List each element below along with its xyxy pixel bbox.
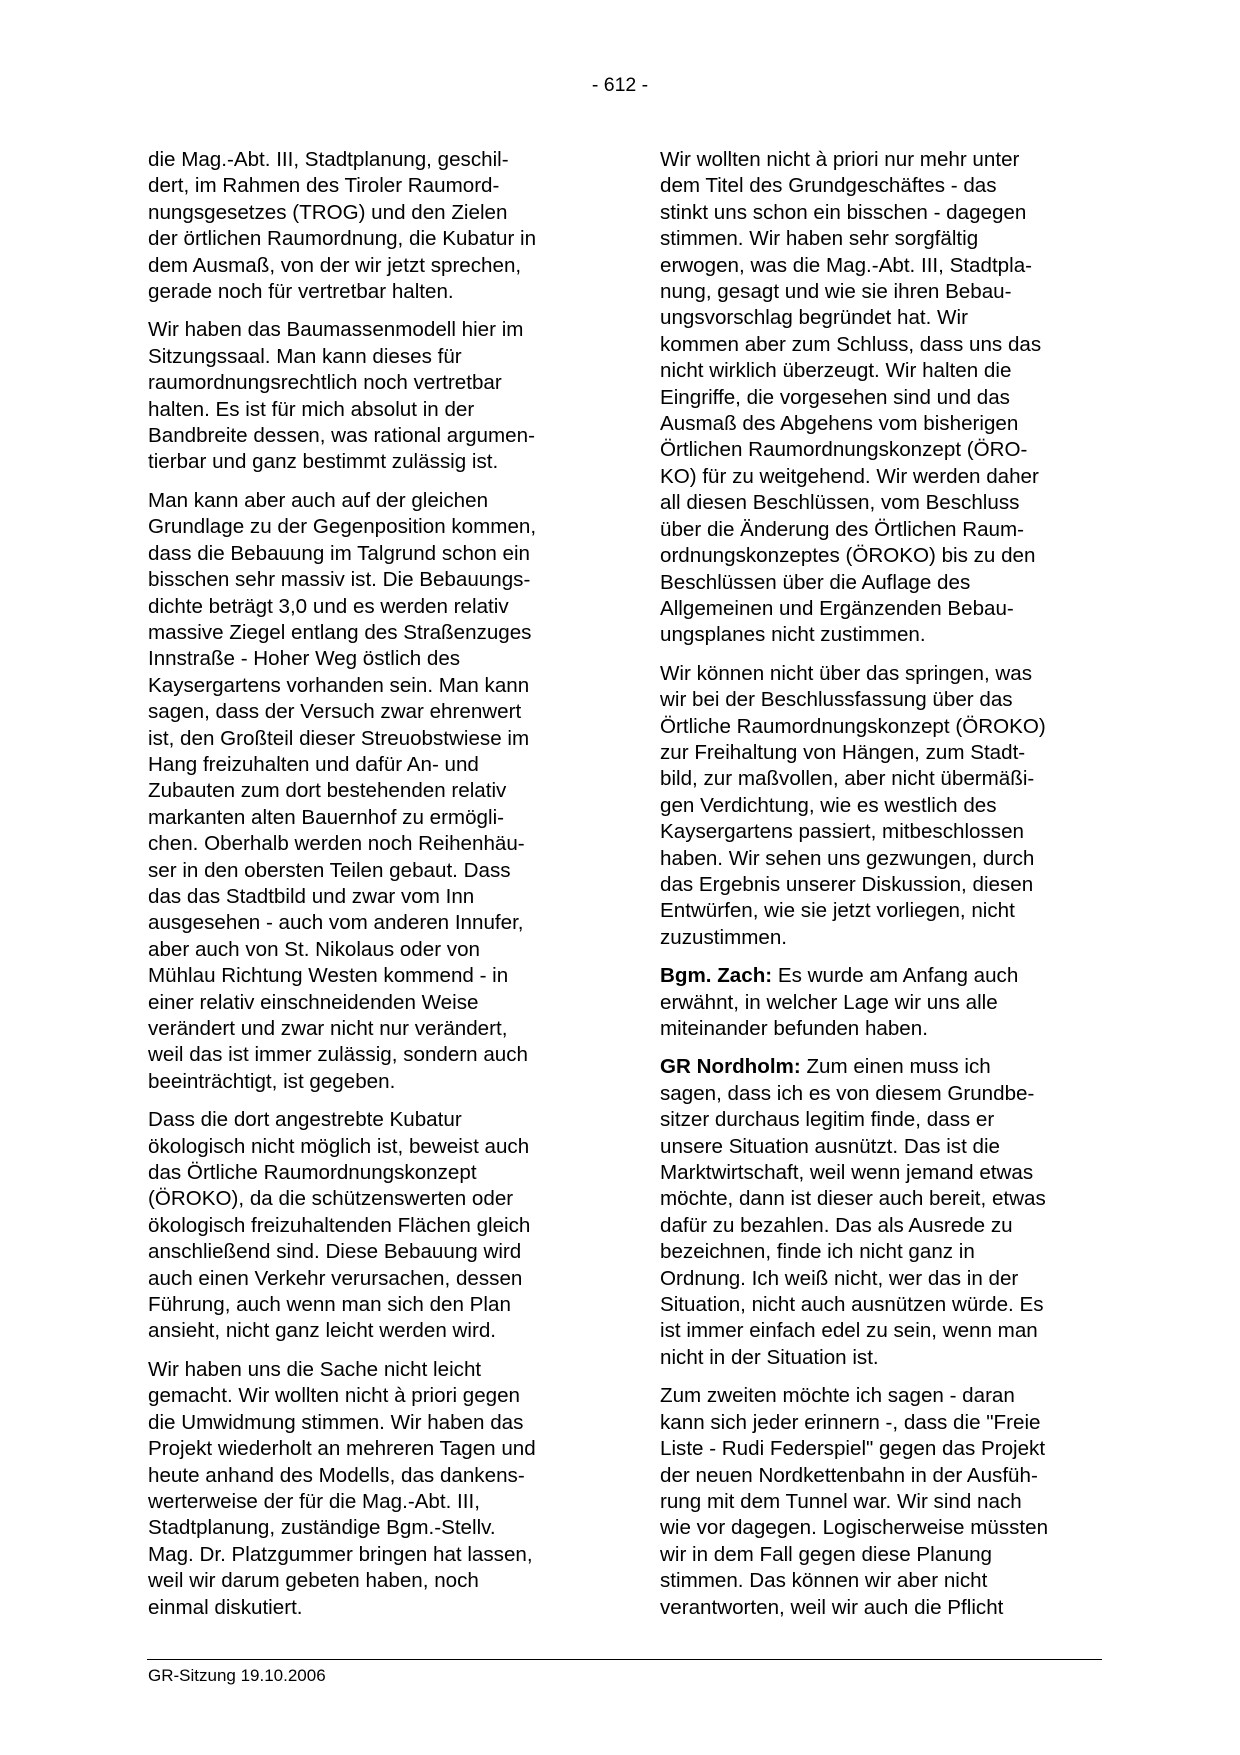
text-line: nungsgesetzes (TROG) und den Zielen bbox=[148, 200, 508, 224]
text-line: stinkt uns schon ein bisschen - dagegen bbox=[660, 200, 1027, 224]
text-line: stimmen. Wir haben sehr sorgfältig bbox=[660, 227, 979, 251]
text-line: das Örtliche Raumordnungskonzept bbox=[148, 1161, 477, 1185]
text-line: die Umwidmung stimmen. Wir haben das bbox=[148, 1410, 524, 1434]
text-line: auch einen Verkehr verursachen, dessen bbox=[148, 1266, 523, 1290]
text-line: halten. Es ist für mich absolut in der bbox=[148, 397, 475, 421]
text-line: Örtliche Raumordnungskonzept (ÖROKO) bbox=[660, 714, 1046, 738]
text-line: chen. Oberhalb werden noch Reihenhäu- bbox=[148, 832, 525, 856]
text-line: kann sich jeder erinnern -, dass die "Freie bbox=[660, 1410, 1041, 1434]
text-line: über die Änderung des Örtlichen Raum- bbox=[660, 517, 1025, 541]
paragraph bbox=[660, 147, 1104, 649]
text-line: werterweise der für die Mag.-Abt. III, bbox=[148, 1489, 480, 1513]
text-line: dem Ausmaß, von der wir jetzt sprechen, bbox=[148, 253, 522, 277]
text-line: Wir wollten nicht à priori nur mehr unter bbox=[660, 148, 1020, 171]
text-line: dem Titel des Grundgeschäftes - das bbox=[660, 174, 997, 198]
text-line: wir bei der Beschlussfassung über das bbox=[660, 688, 1013, 712]
text-line bbox=[660, 963, 1104, 989]
text-line: massive Ziegel entlang des Straßenzuges bbox=[148, 620, 532, 644]
paragraph bbox=[148, 1357, 588, 1621]
paragraph bbox=[660, 661, 1104, 951]
text-line: anschließend sind. Diese Bebauung wird bbox=[148, 1240, 522, 1264]
text-line: dert, im Rahmen des Tiroler Raumord- bbox=[148, 174, 500, 198]
text-line: gemacht. Wir wollten nicht à priori gegen bbox=[148, 1384, 521, 1408]
text-line: weil das ist immer zulässig, sondern auch bbox=[148, 1043, 528, 1067]
text-line: Hang freizuhalten und dafür An- und bbox=[148, 752, 479, 776]
text-line: ökologisch freizuhaltenden Flächen gleich bbox=[148, 1213, 531, 1237]
text-line: sagen, dass ich es von diesem Grundbe- bbox=[660, 1081, 1035, 1105]
text-line: Ausmaß des Abgehens vom bisherigen bbox=[660, 412, 1019, 436]
text-line: sagen, dass der Versuch zwar ehrenwert bbox=[148, 700, 522, 724]
paragraph bbox=[660, 963, 1104, 1042]
text-line: kommen aber zum Schluss, dass uns das bbox=[660, 332, 1042, 356]
text-line: Stadtplanung, zuständige Bgm.-Stellv. bbox=[148, 1516, 496, 1540]
footer-divider bbox=[147, 1659, 1102, 1660]
text-line: Entwürfen, wie sie jetzt vorliegen, nicht bbox=[660, 899, 1015, 923]
speaker-name: Bgm. Zach: bbox=[660, 964, 773, 988]
text-line: Örtlichen Raumordnungskonzept (ÖRO- bbox=[660, 438, 1028, 462]
text-line: nicht in der Situation ist. bbox=[660, 1345, 879, 1369]
text-line: verändert und zwar nicht nur verändert, bbox=[148, 1017, 508, 1040]
text-line: markanten alten Bauernhof zu ermögli- bbox=[148, 805, 505, 829]
text-line: Sitzungssaal. Man kann dieses für bbox=[148, 344, 462, 368]
text-line: ist immer einfach edel zu sein, wenn man bbox=[660, 1319, 1038, 1343]
page-number: - 612 - bbox=[591, 74, 649, 96]
text-line: beeinträchtigt, ist gegeben. bbox=[148, 1069, 396, 1093]
speaker-name: GR Nordholm: bbox=[660, 1055, 801, 1079]
text-line: unsere Situation ausnützt. Das ist die bbox=[660, 1134, 1000, 1158]
text-line: Beschlüssen über die Auflage des bbox=[660, 570, 971, 594]
text-line: haben. Wir sehen uns gezwungen, durch bbox=[660, 846, 1035, 870]
text-line: möchte, dann ist dieser auch bereit, etwas bbox=[660, 1187, 1046, 1211]
text-line: der örtlichen Raumordnung, die Kubatur in bbox=[148, 227, 537, 251]
text-line bbox=[660, 1054, 1104, 1080]
text-line: Wir können nicht über das springen, was bbox=[660, 661, 1033, 685]
text-line: die Mag.-Abt. III, Stadtplanung, geschil- bbox=[148, 148, 509, 171]
text-line: das das Stadtbild und zwar vom Inn bbox=[148, 884, 475, 908]
text-line: Führung, auch wenn man sich den Plan bbox=[148, 1293, 511, 1317]
paragraph bbox=[660, 1383, 1104, 1621]
text-line: miteinander befunden haben. bbox=[660, 1017, 928, 1040]
text-line: wie vor dagegen. Logischerweise müssten bbox=[660, 1516, 1049, 1540]
text-line: ungsplanes nicht zustimmen. bbox=[660, 623, 926, 647]
text-line: einmal diskutiert. bbox=[148, 1595, 303, 1619]
text-line: tierbar und ganz bestimmt zulässig ist. bbox=[148, 450, 499, 474]
paragraph bbox=[148, 317, 588, 475]
text-line: bezeichnen, finde ich nicht ganz in bbox=[660, 1240, 975, 1264]
footer-session-date: GR-Sitzung 19.10.2006 bbox=[148, 1666, 326, 1685]
text-line: heute anhand des Modells, das dankens- bbox=[148, 1463, 525, 1487]
text-line: sitzer durchaus legitim finde, dass er bbox=[660, 1108, 995, 1132]
text-line: Mag. Dr. Platzgummer bringen hat lassen, bbox=[148, 1542, 533, 1566]
text-line: KO) für zu weitgehend. Wir werden daher bbox=[660, 464, 1039, 488]
text-line: bild, zur maßvollen, aber nicht übermäßi- bbox=[660, 767, 1035, 791]
text-line: verantworten, weil wir auch die Pflicht bbox=[660, 1595, 1004, 1619]
text-line: nung, gesagt und wie sie ihren Bebau- bbox=[660, 280, 1012, 304]
text-line: das Ergebnis unserer Diskussion, diesen bbox=[660, 872, 1034, 896]
text-line: erwogen, was die Mag.-Abt. III, Stadtpla- bbox=[660, 253, 1033, 277]
text-line: bisschen sehr massiv ist. Die Bebauungs- bbox=[148, 568, 531, 592]
text-line: Mühlau Richtung Westen kommend - in bbox=[148, 964, 509, 988]
speaker-text: Es wurde am Anfang auch bbox=[772, 964, 1019, 988]
text-line: Ordnung. Ich weiß nicht, wer das in der bbox=[660, 1266, 1019, 1290]
text-line: Allgemeinen und Ergänzenden Bebau- bbox=[660, 596, 1014, 620]
paragraph bbox=[148, 488, 588, 1095]
text-line: gerade noch für vertretbar halten. bbox=[148, 280, 454, 304]
text-line: Man kann aber auch auf der gleichen bbox=[148, 488, 489, 512]
text-line: ausgesehen - auch vom anderen Innufer, bbox=[148, 911, 524, 935]
text-line: Zum zweiten möchte ich sagen - daran bbox=[660, 1384, 1015, 1408]
paragraph bbox=[660, 1054, 1104, 1371]
text-line: rung mit dem Tunnel war. Wir sind nach bbox=[660, 1489, 1022, 1513]
text-line: zuzustimmen. bbox=[660, 925, 788, 949]
text-line: stimmen. Das können wir aber nicht bbox=[660, 1569, 988, 1593]
paragraph bbox=[148, 147, 588, 305]
text-line: dichte beträgt 3,0 und es werden relativ bbox=[148, 594, 509, 618]
text-line: ungsvorschlag begründet hat. Wir bbox=[660, 306, 968, 330]
text-line: Marktwirtschaft, weil wenn jemand etwas bbox=[660, 1161, 1034, 1185]
text-line: ordnungskonzeptes (ÖROKO) bis zu den bbox=[660, 544, 1036, 568]
speaker-text: Zum einen muss ich bbox=[800, 1055, 991, 1079]
text-line: Liste - Rudi Federspiel" gegen das Projekt bbox=[660, 1437, 1046, 1461]
text-line: erwähnt, in welcher Lage wir uns alle bbox=[660, 990, 998, 1014]
text-line: wir in dem Fall gegen diese Planung bbox=[660, 1542, 992, 1566]
left-column bbox=[148, 147, 588, 1633]
text-line: zur Freihaltung von Hängen, zum Stadt- bbox=[660, 740, 1026, 764]
text-line: Zubauten zum dort bestehenden relativ bbox=[148, 779, 507, 803]
text-line: Bandbreite dessen, was rational argumen- bbox=[148, 424, 535, 448]
text-line: raumordnungsrechtlich noch vertretbar bbox=[148, 371, 502, 395]
text-line: dass die Bebauung im Talgrund schon ein bbox=[148, 541, 531, 565]
text-line: (ÖROKO), da die schützenswerten oder bbox=[148, 1187, 514, 1211]
text-line: Eingriffe, die vorgesehen sind und das bbox=[660, 385, 1010, 409]
text-line: Kaysergartens passiert, mitbeschlossen bbox=[660, 820, 1024, 844]
text-line: ansieht, nicht ganz leicht werden wird. bbox=[148, 1319, 496, 1343]
text-line: dafür zu bezahlen. Das als Ausrede zu bbox=[660, 1213, 1013, 1237]
text-line: Dass die dort angestrebte Kubatur bbox=[148, 1108, 462, 1132]
right-column bbox=[660, 147, 1104, 1633]
text-line: ist, den Großteil dieser Streuobstwiese im bbox=[148, 726, 530, 750]
text-line: Situation, nicht auch ausnützen würde. Es bbox=[660, 1293, 1044, 1317]
text-line: nicht wirklich überzeugt. Wir halten die bbox=[660, 359, 1012, 383]
text-line: aber auch von St. Nikolaus oder von bbox=[148, 937, 480, 961]
text-line: Grundlage zu der Gegenposition kommen, bbox=[148, 515, 537, 539]
text-line: all diesen Beschlüssen, vom Beschluss bbox=[660, 491, 1020, 515]
text-line: ser in den obersten Teilen gebaut. Dass bbox=[148, 858, 511, 882]
text-line: Wir haben uns die Sache nicht leicht bbox=[148, 1357, 482, 1381]
text-line: Wir haben das Baumassenmodell hier im bbox=[148, 318, 524, 342]
text-line: der neuen Nordkettenbahn in der Ausfüh- bbox=[660, 1463, 1038, 1487]
text-line: gen Verdichtung, wie es westlich des bbox=[660, 793, 997, 817]
paragraph bbox=[148, 1107, 588, 1345]
text-line: Projekt wiederholt an mehreren Tagen und bbox=[148, 1437, 536, 1461]
text-line: Innstraße - Hoher Weg östlich des bbox=[148, 647, 461, 671]
text-line: ökologisch nicht möglich ist, beweist auch bbox=[148, 1134, 530, 1158]
text-line: Kaysergartens vorhanden sein. Man kann bbox=[148, 673, 530, 697]
text-line: weil wir darum gebeten haben, noch bbox=[148, 1569, 479, 1593]
text-line: einer relativ einschneidenden Weise bbox=[148, 990, 479, 1014]
